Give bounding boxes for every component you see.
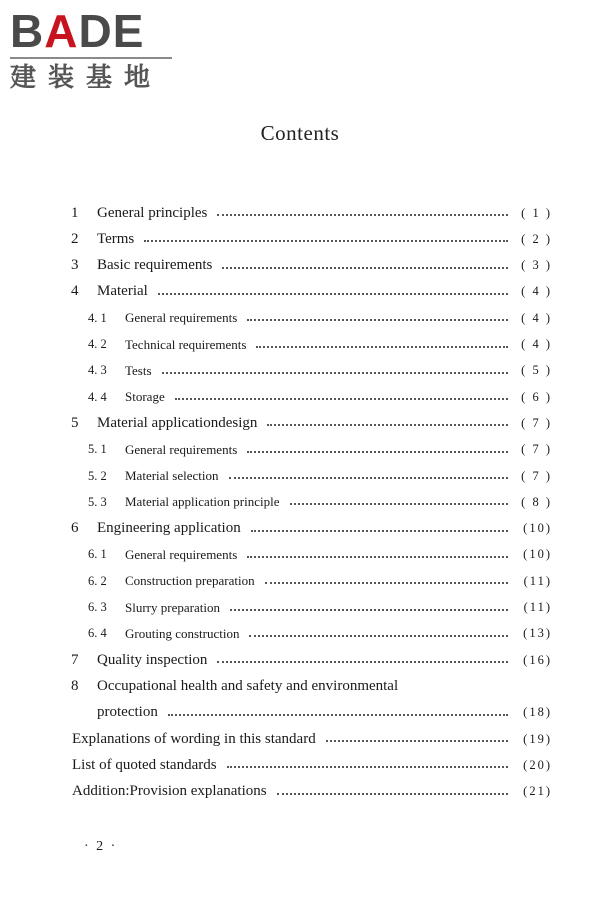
toc-entry[interactable] bbox=[0, 253, 600, 279]
toc-entry[interactable] bbox=[0, 595, 600, 621]
toc-leader-dots bbox=[290, 503, 509, 505]
toc-entry-page: ( 8 ) bbox=[521, 494, 552, 509]
toc-entry-title: General principles bbox=[97, 204, 208, 221]
toc-leader-dots bbox=[217, 214, 508, 216]
toc-leader-dots bbox=[256, 346, 508, 348]
toc-entry-number: 4. 4 bbox=[88, 389, 107, 404]
toc-entry-title: Grouting construction bbox=[125, 625, 240, 641]
toc-leader-dots bbox=[247, 319, 508, 321]
toc-entry-page: ( 6 ) bbox=[521, 389, 552, 404]
toc-leader-dots bbox=[251, 530, 508, 532]
toc-entry-page: (10) bbox=[523, 521, 552, 536]
toc-entry-number: 5 bbox=[71, 414, 79, 431]
toc-entry[interactable] bbox=[0, 752, 600, 778]
toc-leader-dots bbox=[230, 609, 508, 611]
toc-entry-title: Material applicationdesign bbox=[97, 414, 258, 431]
toc-entry-page: (13) bbox=[523, 626, 552, 641]
toc-entry[interactable] bbox=[0, 226, 600, 252]
toc-entry-number: 4 bbox=[71, 283, 79, 300]
page-title: Contents bbox=[260, 121, 340, 145]
toc-leader-dots bbox=[168, 714, 508, 716]
toc-leader-dots bbox=[229, 477, 509, 479]
toc-entry-page: (11) bbox=[523, 573, 552, 588]
toc-entry[interactable] bbox=[0, 647, 600, 673]
toc-leader-dots bbox=[267, 424, 508, 426]
toc-entry[interactable] bbox=[0, 673, 600, 699]
toc-entry-page: (20) bbox=[523, 757, 552, 772]
toc-entry-title: Addition:Provision explanations bbox=[72, 783, 267, 800]
toc-entry-number: 6. 1 bbox=[88, 547, 107, 562]
toc-entry-number: 1 bbox=[71, 204, 79, 221]
logo-rule bbox=[10, 57, 172, 59]
toc-entry-page: (19) bbox=[523, 731, 552, 746]
toc-entry[interactable] bbox=[0, 516, 600, 542]
toc-leader-dots bbox=[277, 793, 508, 795]
toc-entry-title: Material application principle bbox=[125, 494, 280, 510]
toc-leader-dots bbox=[162, 372, 508, 374]
toc-entry-page: ( 2 ) bbox=[521, 231, 552, 246]
toc-entry-page: (11) bbox=[523, 600, 552, 614]
toc-entry-title: List of quoted standards bbox=[72, 756, 217, 773]
toc-entry-title: Construction preparation bbox=[125, 573, 255, 589]
toc-entry[interactable] bbox=[0, 358, 600, 384]
toc-entry-page: ( 3 ) bbox=[521, 258, 552, 273]
toc-entry-title: Slurry preparation bbox=[125, 599, 220, 615]
toc-entry[interactable] bbox=[0, 489, 600, 515]
toc-entry-page: ( 7 ) bbox=[521, 442, 552, 457]
toc-entry-title: Engineering application bbox=[97, 520, 241, 537]
toc-entry-title: Quality inspection bbox=[97, 651, 208, 668]
toc-entry-number: 6. 2 bbox=[88, 573, 107, 588]
toc-entry-title: Material selection bbox=[125, 468, 219, 483]
toc-entry[interactable] bbox=[0, 463, 600, 489]
toc-entry[interactable] bbox=[0, 568, 600, 594]
toc-leader-dots bbox=[158, 293, 508, 295]
toc-entry[interactable] bbox=[0, 437, 600, 463]
toc-entry-title: Storage bbox=[125, 389, 165, 405]
toc-entry-title: General requirements bbox=[125, 310, 238, 326]
toc-entry-page: (18) bbox=[523, 705, 552, 720]
toc-entry-number: 8 bbox=[71, 677, 79, 694]
toc-entry-page: ( 7 ) bbox=[521, 468, 552, 483]
toc-entry-number: 6. 3 bbox=[88, 600, 107, 614]
toc-entry-title: Tests bbox=[125, 362, 152, 378]
toc-entry-title: protection bbox=[97, 704, 158, 721]
toc-entry-number: 6. 4 bbox=[88, 626, 107, 641]
toc-entry-title: Basic requirements bbox=[97, 257, 213, 274]
toc-leader-dots bbox=[326, 740, 508, 742]
toc-entry-page: ( 1 ) bbox=[521, 205, 552, 220]
toc-entry[interactable] bbox=[0, 332, 600, 358]
toc-entry-number: 7 bbox=[71, 651, 79, 668]
toc-entry-title: Material bbox=[97, 283, 148, 300]
toc-entry[interactable] bbox=[0, 384, 600, 410]
toc-entry-page: (10) bbox=[523, 547, 552, 562]
toc-entry[interactable] bbox=[0, 779, 600, 805]
toc-entry-page: (21) bbox=[523, 784, 552, 799]
toc-entry-title: General requirements bbox=[125, 441, 238, 457]
toc-entry-number: 3 bbox=[71, 257, 79, 274]
page-number: · 2 · bbox=[84, 839, 118, 854]
toc-entry-number: 6 bbox=[71, 520, 79, 537]
toc-entry[interactable] bbox=[0, 279, 600, 305]
toc-entry-page: ( 4 ) bbox=[521, 284, 552, 299]
toc-entry-number: 4. 1 bbox=[88, 310, 107, 325]
toc-entry-page: ( 7 ) bbox=[521, 415, 552, 430]
toc-entry-page: ( 5 ) bbox=[521, 363, 552, 378]
toc-entry-title: Explanations of wording in this standard bbox=[72, 730, 316, 747]
toc-entry-title: Technical requirements bbox=[125, 336, 247, 352]
toc-leader-dots bbox=[222, 267, 508, 269]
toc-leader-dots bbox=[247, 451, 508, 453]
toc-entry[interactable] bbox=[0, 700, 600, 726]
logo-chinese-text: 建装基地 bbox=[10, 63, 163, 93]
toc-entry-number: 5. 2 bbox=[88, 468, 107, 483]
toc-leader-dots bbox=[247, 556, 508, 558]
toc-entry-number: 5. 3 bbox=[88, 494, 107, 509]
toc-entry-page: (16) bbox=[523, 652, 552, 667]
toc-entry[interactable] bbox=[0, 621, 600, 647]
toc-entry-title: Occupational health and safety and environmental bbox=[97, 677, 399, 694]
logo-wordmark: BADE bbox=[10, 5, 145, 57]
toc-leader-dots bbox=[217, 661, 508, 663]
toc-entry[interactable] bbox=[0, 726, 600, 752]
toc-leader-dots bbox=[175, 398, 508, 400]
toc-entry[interactable] bbox=[0, 305, 600, 331]
toc-entry-page: ( 4 ) bbox=[521, 337, 552, 351]
toc-leader-dots bbox=[227, 766, 508, 768]
toc-entry-title: General requirements bbox=[125, 546, 238, 562]
toc-leader-dots bbox=[249, 635, 508, 637]
toc-entry-number: 2 bbox=[71, 230, 79, 247]
toc-entry-page: ( 4 ) bbox=[521, 310, 552, 325]
toc-entry-number: 5. 1 bbox=[88, 442, 107, 457]
toc-entry[interactable] bbox=[0, 410, 600, 436]
toc-leader-dots bbox=[265, 582, 508, 584]
toc-entry-number: 4. 2 bbox=[88, 337, 107, 351]
toc-entry-title: Terms bbox=[97, 230, 135, 247]
toc-entry[interactable] bbox=[0, 542, 600, 568]
toc-leader-dots bbox=[144, 240, 508, 242]
bade-logo bbox=[10, 5, 180, 93]
toc-entry-number: 4. 3 bbox=[88, 363, 107, 378]
toc-entry[interactable] bbox=[0, 200, 600, 226]
